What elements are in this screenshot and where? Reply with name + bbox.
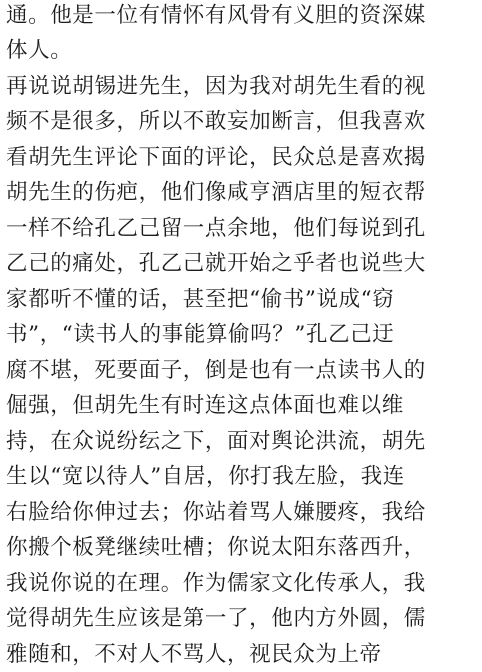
text-line-5: 看胡先生评论下面的评论，民众总是喜欢揭 (6, 145, 426, 170)
text-line-1: 通。他是一位有情怀有风骨有义胆的资深媒 (6, 3, 426, 28)
text-line-4: 频不是很多，所以不敢妄加断言，但我喜欢 (6, 109, 426, 134)
text-line-19: 雅随和，不对人不骂人，视民众为上帝 (6, 642, 382, 667)
text-line-10: 书”，“读书人的事能算偷吗？”孔乙己迂 (6, 322, 395, 347)
text-line-8: 乙己的痛处，孔乙己就开始之乎者也说些大 (6, 251, 426, 276)
text-line-9: 家都听不懂的话，甚至把“偷书”说成“窃 (6, 287, 395, 312)
text-line-7: 一样不给孔乙己留一点余地，他们每说到孔 (6, 216, 426, 241)
text-line-15: 右脸给你伸过去；你站着骂人嫌腰疼，我给 (6, 500, 426, 525)
text-line-6: 胡先生的伤疤，他们像咸亨酒店里的短衣帮 (6, 180, 426, 205)
text-line-18: 觉得胡先生应该是第一了，他内方外圆，儒 (6, 606, 426, 631)
text-line-3: 再说说胡锡进先生，因为我对胡先生看的视 (6, 74, 426, 99)
text-line-2: 体人。 (6, 38, 73, 63)
text-line-11: 腐不堪，死要面子，倒是也有一点读书人的 (6, 358, 426, 383)
text-line-12: 倔强，但胡先生有时连这点体面也难以维 (6, 393, 404, 418)
text-line-16: 你搬个板凳继续吐槽；你说太阳东落西升， (6, 535, 426, 560)
text-line-17: 我说你说的在理。作为儒家文化传承人，我 (6, 571, 426, 596)
text-line-14: 生以“宽以待人”自居，你打我左脸，我连 (6, 464, 405, 489)
text-line-13: 持，在众说纷纭之下，面对舆论洪流，胡先 (6, 429, 426, 454)
